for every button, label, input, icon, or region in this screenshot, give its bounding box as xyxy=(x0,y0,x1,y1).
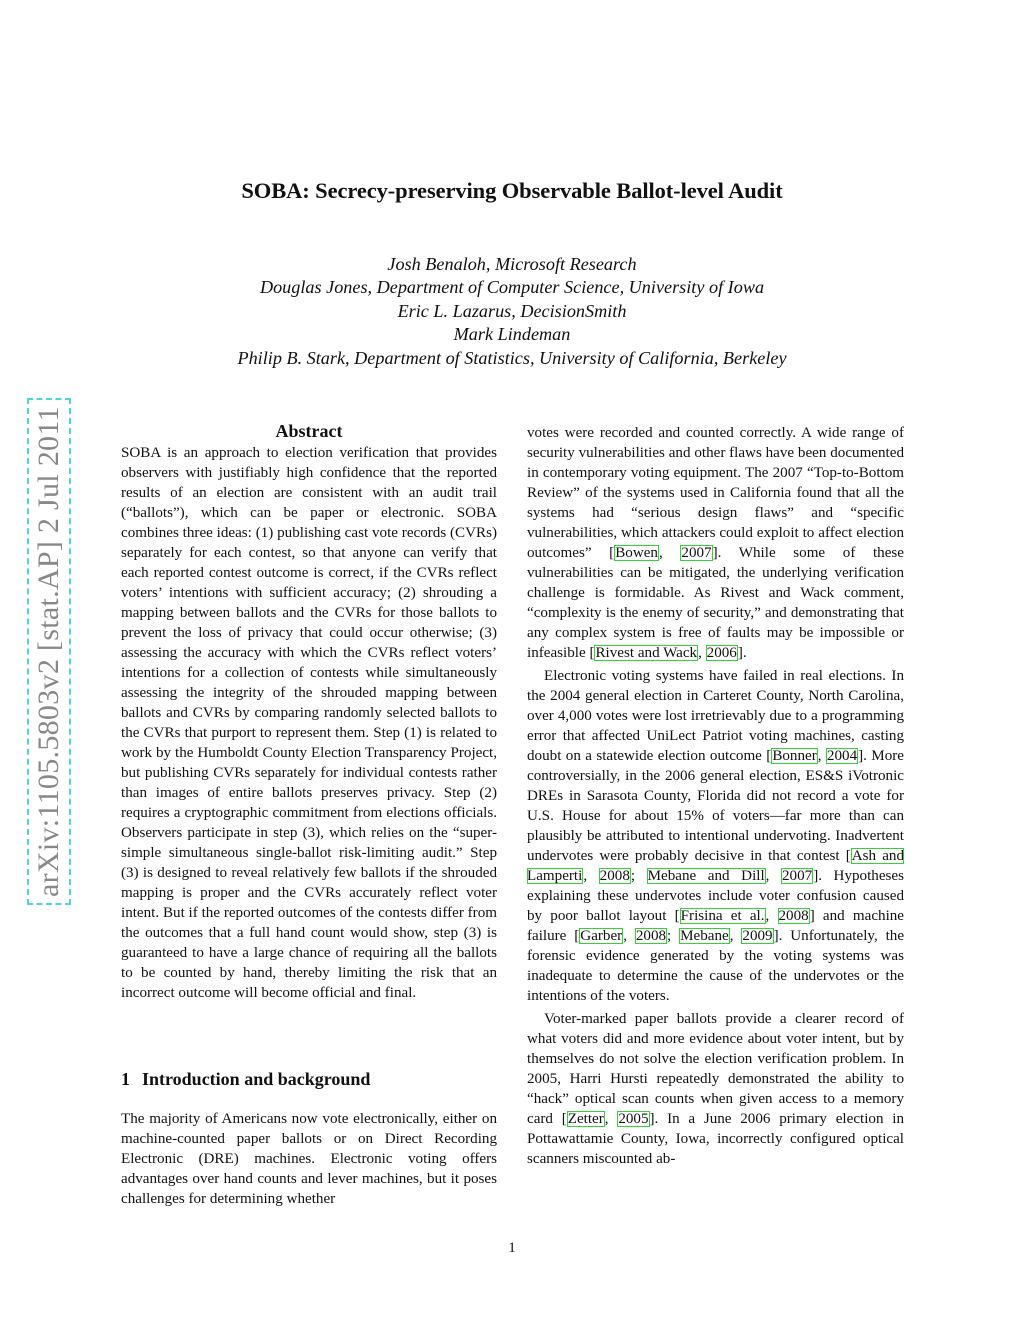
body-paragraph: Electronic voting systems have failed in real elections. In the 2004 general election in Carteret County, North Carolina, over 4,000 votes were lost irretrievably due to a programming error that affected UniLect Patriot voting machines, casting doubt on a statewide election outcome [Bonner, 2004]. More controversially, in the 2006 general election, ES&S iVotronic DREs in Sarasota County, Florida did not record a vote for U.S. House for about 15% of voters—far more than can plausibly be attributed to intentional undervoting. Inadvertent undervotes were probably decisive in that contest [Ash and Lamperti, 2008; Mebane and Dill, 2007]. Hypotheses explaining these undervotes include voter confusion caused by poor ballot layout [Frisina et al., 2008] and machine failure [Garber, 2008; Mebane, 2009]. Unfortunately, the forensic evidence generated by the voting systems was inadequate to determine the cause of the undervotes or the intentions of the voters. xyxy=(527,668,905,1004)
author-list xyxy=(0,253,1024,370)
abstract-body xyxy=(121,443,497,1003)
citation-link[interactable]: 2006 xyxy=(706,645,737,661)
citation-link[interactable]: 2008 xyxy=(635,928,667,944)
section-number: 1 xyxy=(121,1069,130,1089)
citation-link[interactable]: Ash and Lamperti xyxy=(527,848,904,884)
abstract-text: SOBA is an approach to election verification that provides observers with justifiably high confidence that the reported results of an election are consistent with an audit trail (“ballots”), which can be paper or electronic. SOBA combines three ideas: (1) publishing cast vote records (CVRs) separately for each contest, so that anyone can verify that each reported contest outcome is correct, if the CVRs reflect voters’ intentions with sufficient accuracy; (2) shrouding a mapping between ballots and the CVRs for those ballots to prevent the loss of privacy that could occur otherwise; (3) assessing the accuracy with which the CVRs reflect voters’ intentions for a collection of contests while simultaneously assessing the integrity of the shrouded mapping between ballots and CVRs by comparing randomly selected ballots to the CVRs that purport to represent them. Step (1) is related to work by the Humboldt County Election Transparency Project, but publishing CVRs separately for individual contests rather than images of entire ballots preserves privacy. Step (2) requires a cryptographic commitment from elections officials. Observers participate in step (3), which relies on the “super-simple simultaneous single-ballot risk-limiting audit.” Step (3) is designed to reveal relatively few ballots if the shrouded mapping is proper and the CVRs accurately reflect voter intent. But if the reported outcomes of the contests differ from the outcomes that a full hand count would show, step (3) is guaranteed to have a large chance of requiring all the ballots to be counted by hand, thereby limiting the risk that an incorrect outcome will become official and final. xyxy=(121,445,497,1001)
section-title: Introduction and background xyxy=(142,1069,371,1089)
author-line: Philip B. Stark, Department of Statistics, University of California, Berkeley xyxy=(237,347,787,368)
citation-link[interactable]: 2009 xyxy=(742,928,773,944)
page-number: 1 xyxy=(508,1240,516,1256)
citation-link[interactable]: Bonner xyxy=(772,748,817,764)
citation-link[interactable]: Mebane xyxy=(680,928,729,944)
author-line: Mark Lindeman xyxy=(453,324,571,345)
body-paragraph: votes were recorded and counted correctly. A wide range of security vulnerabilities and other flaws have been documented in contemporary voting equipment. The 2007 “Top-to-Bottom Review” of the systems used in California found that all the systems had “serious design flaws” and “specific vulnerabilities, which attackers could exploit to affect election outcomes” [Bowen, 2007]. While some of these vulnerabilities can be mitigated, the underlying verification challenge is formidable. As Rivest and Wack comment, “complexity is the enemy of security,” and demonstrating that any complex system is free of faults may be impossible or infeasible [Rivest and Wack, 2006]. xyxy=(527,425,904,661)
section-heading xyxy=(121,1069,370,1090)
author-line: Eric L. Lazarus, DecisionSmith xyxy=(397,300,627,321)
abstract-heading: Abstract xyxy=(275,421,343,441)
citation-link[interactable]: Garber xyxy=(580,928,623,944)
citation-link[interactable]: 2007 xyxy=(681,545,712,561)
author-line: Josh Benaloh, Microsoft Research xyxy=(387,254,637,274)
citation-link[interactable]: 2008 xyxy=(599,868,630,884)
citation-link[interactable]: 2005 xyxy=(618,1111,649,1127)
citation-link[interactable]: Rivest and Wack xyxy=(595,645,698,661)
citation-link[interactable]: 2008 xyxy=(778,908,809,924)
citation-link[interactable]: Frisina et al. xyxy=(680,908,765,924)
citation-link[interactable]: Zetter xyxy=(567,1111,604,1127)
intro-left-column xyxy=(121,1109,497,1209)
paper-title: SOBA: Secrecy-preserving Observable Ballot-level Audit xyxy=(241,178,783,203)
citation-link[interactable]: Bowen xyxy=(615,545,658,561)
arxiv-identifier-stamp[interactable]: arXiv:1105.5803v2 [stat.AP] 2 Jul 2011 xyxy=(27,398,71,905)
intro-paragraph: The majority of Americans now vote electronically, either on machine-counted paper ballots or on Direct Recording Electronic (DRE) machines. Electronic voting offers advantages over hand counts and lever machines, but it poses challenges for determining whether xyxy=(121,1111,497,1207)
citation-link[interactable]: Mebane and Dill xyxy=(647,868,765,884)
author-line: Douglas Jones, Department of Computer Science, University of Iowa xyxy=(259,277,765,298)
citation-link[interactable]: 2004 xyxy=(826,748,858,764)
right-column xyxy=(527,423,904,1169)
citation-link[interactable]: 2007 xyxy=(782,868,813,884)
body-paragraph: Voter-marked paper ballots provide a clearer record of what voters did and more evidence about voter intent, but by themselves do not solve the election verification problem. In 2005, Harri Hursti repeatedly demonstrated the ability to “hack” optical scan counts when given access to a memory card [Zetter, 2005]. In a June 2006 primary election in Pottawattamie County, Iowa, incorrectly configured optical scanners miscounted ab- xyxy=(527,1011,904,1167)
